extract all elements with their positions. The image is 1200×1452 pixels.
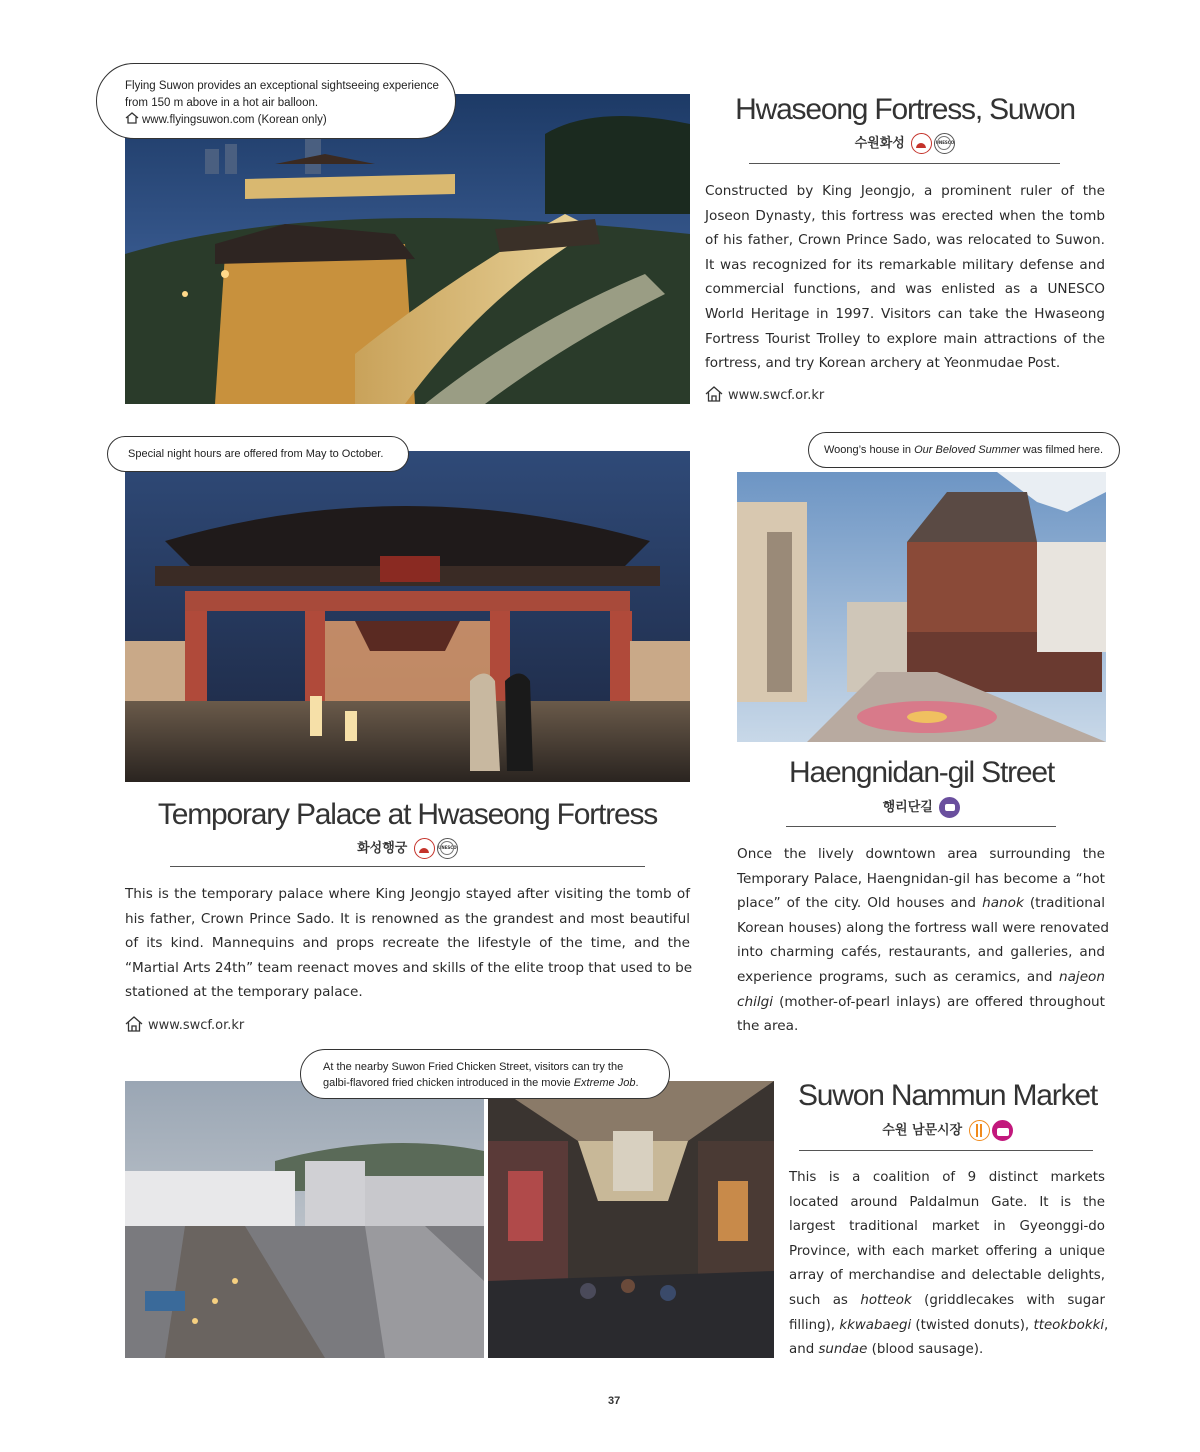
fried-chicken-street-photo	[125, 1081, 484, 1358]
korean-name: 행리단길	[737, 796, 1106, 818]
title-divider	[170, 866, 645, 867]
title-divider	[749, 163, 1060, 164]
section-title: Temporary Palace at Hwaseong Fortress	[157, 798, 658, 831]
bubble-line: Flying Suwon provides an exceptional sightseeing experience	[125, 80, 439, 92]
home-icon	[125, 112, 139, 124]
palace-website-link[interactable]: www.swcf.or.kr	[125, 1016, 244, 1033]
haengnidan-description: Once the lively downtown area surrounding the Temporary Palace, Haengnidan-gil has become a “hot place” of the city. Old houses and hanok (traditional Korean houses) along the fortress wall were renovated into charming cafés, restaurants, and galleries, and experience programs, such as ceramics, and najeon chilgi (mother-of-pearl inlays) are offered throughout the area.	[737, 846, 1110, 1035]
korean-name: 화성행궁 UNESCO	[125, 837, 690, 859]
title-divider	[799, 1150, 1093, 1151]
hwaseong-website-link[interactable]: www.swcf.or.kr	[705, 386, 824, 403]
home-icon	[125, 1016, 143, 1032]
nammun-market-photo	[488, 1081, 774, 1358]
page-number: 37	[608, 1395, 621, 1407]
unesco-icon: UNESCO	[934, 133, 955, 154]
korean-name: 수원화성 UNESCO	[720, 132, 1090, 154]
drama-filming-note: Woong’s house in Our Beloved Summer was filmed here.	[808, 432, 1120, 468]
title-divider	[786, 826, 1056, 827]
section-title: Suwon Nammun Market	[798, 1079, 1097, 1112]
hwaseong-fortress-photo	[125, 94, 690, 404]
shopping-icon	[992, 1120, 1013, 1141]
section-title: Hwaseong Fortress, Suwon	[735, 93, 1075, 126]
palace-description: This is the temporary palace where King Jeongjo stayed after visiting the tomb of his father, Crown Prince Sado. It is renowned as the grandest and most beautiful of its kind. Mannequins and props recreate the lifestyle of the time, and the “Martial Arts 24th” team reenact moves and skills of the elite troop that used to be stationed at the temporary palace.	[125, 886, 693, 1001]
heritage-icon	[911, 133, 932, 154]
home-icon	[705, 386, 723, 402]
haengnidan-street-photo	[737, 472, 1106, 742]
fried-chicken-note: At the nearby Suwon Fried Chicken Street, visitors can try the galbi-flavored fried chicken introduced in the movie Extreme Job.	[300, 1049, 670, 1099]
night-hours-note: Special night hours are offered from May to October.	[107, 436, 409, 472]
camera-icon	[939, 797, 960, 818]
food-icon	[969, 1120, 990, 1141]
bubble-line: from 150 m above in a hot air balloon.	[125, 97, 319, 109]
temporary-palace-photo	[125, 451, 690, 782]
bubble-link[interactable]: www.flyingsuwon.com (Korean only)	[125, 112, 435, 129]
unesco-icon: UNESCO	[437, 838, 458, 859]
heritage-icon	[414, 838, 435, 859]
hot-air-balloon-note	[96, 63, 456, 139]
section-title: Haengnidan-gil Street	[789, 756, 1054, 789]
nammun-description: This is a coalition of 9 distinct markets located around Paldalmun Gate. It is the largest traditional market in Gyeonggi-do Province, with each market offering a unique array of merchandise and delectable delights, such as hotteok (griddlecakes with sugar filling), kkwabaegi (twisted donuts), tteokbokki, and sundae (blood sausage).	[789, 1170, 1109, 1358]
hwaseong-description: Constructed by King Jeongjo, a prominent ruler of the Joseon Dynasty, this fortress was erected when the tomb of his father, Crown Prince Sado, was relocated to Suwon. It was recognized for its remarkable military defense and commercial functions, and was enlisted as a UNESCO World Heritage in 1997. Visitors can take the Hwaseong Fortress Tourist Trolley to explore main attractions of the fortress, and try Korean archery at Yeonmudae Post.	[705, 183, 1105, 372]
korean-name: 수원 남문시장	[790, 1119, 1105, 1141]
